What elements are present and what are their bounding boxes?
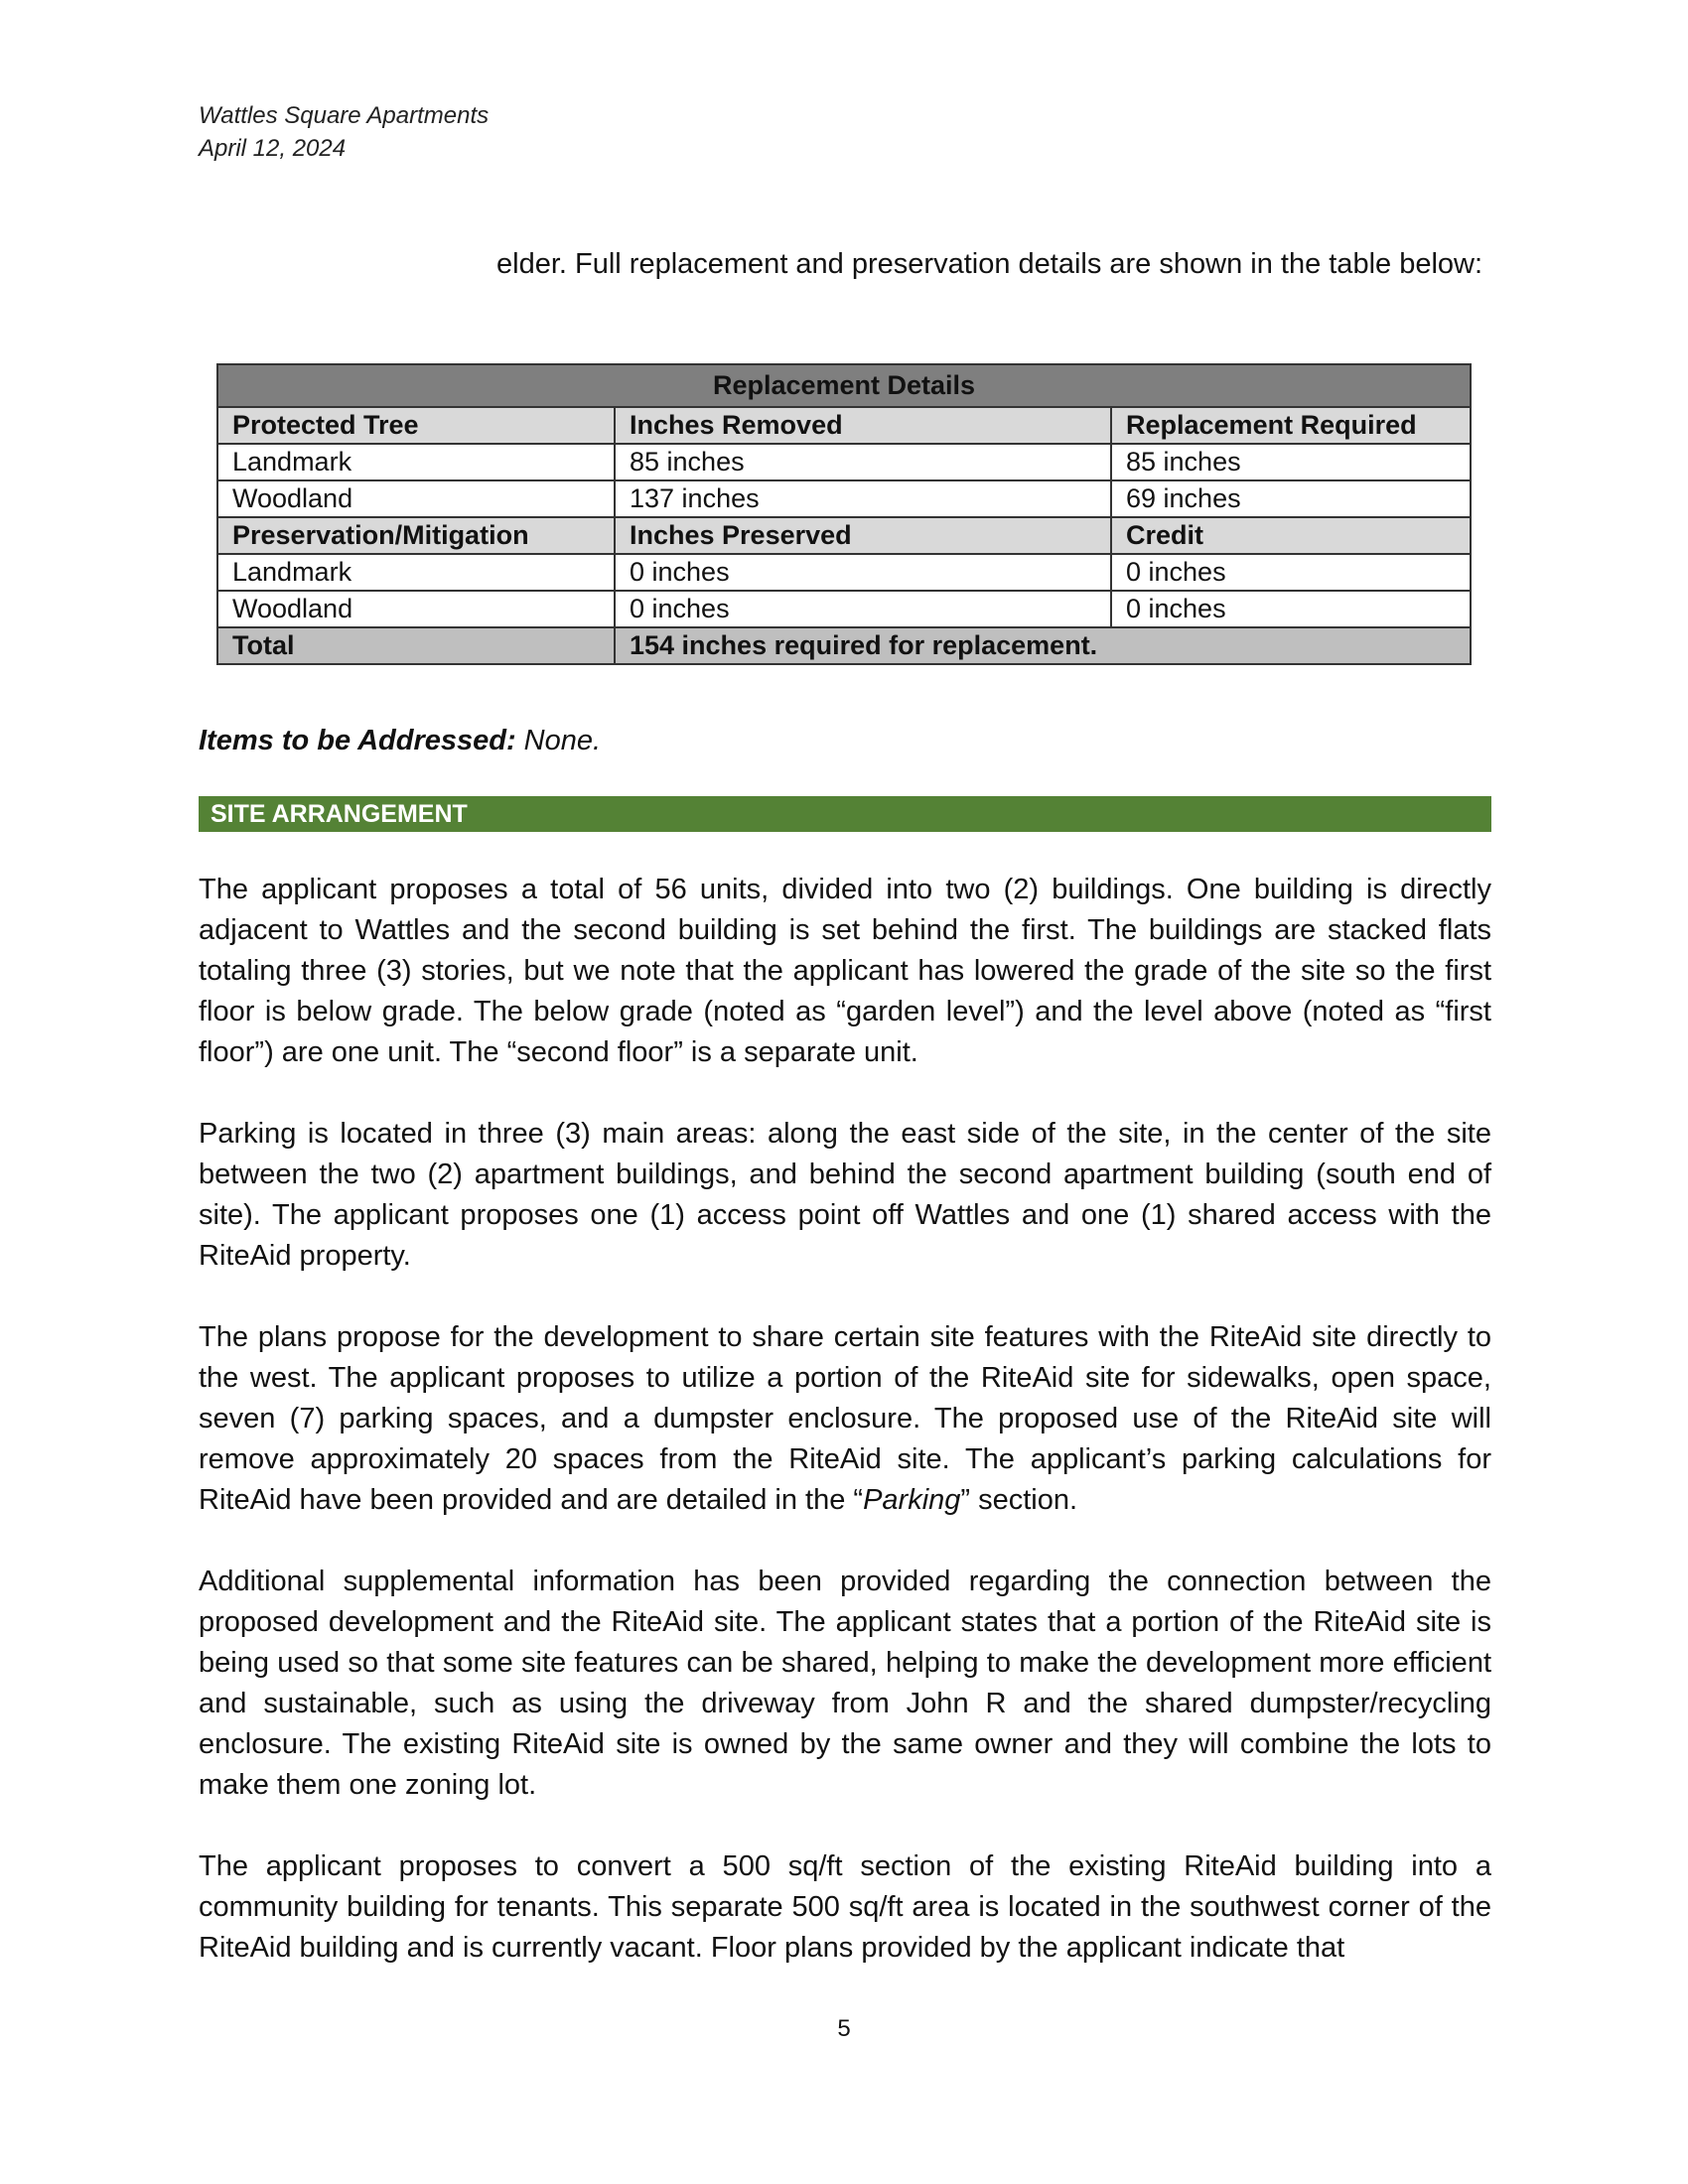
intro-paragraph: elder. Full replacement and preservation details are shown in the table below: — [496, 248, 1483, 280]
table-row — [217, 480, 1471, 517]
header-preservation-mitigation: Preservation/Mitigation — [217, 517, 615, 554]
header-inches-preserved: Inches Preserved — [615, 517, 1111, 554]
table-header-row — [217, 407, 1471, 444]
table-row — [217, 554, 1471, 591]
table-cell: 85 inches — [615, 444, 1111, 480]
table-cell: 85 inches — [1111, 444, 1471, 480]
table-row — [217, 444, 1471, 480]
header-date: April 12, 2024 — [199, 135, 347, 162]
table-title-row — [217, 364, 1471, 407]
header-title: Wattles Square Apartments — [199, 102, 490, 129]
items-to-be-addressed — [199, 721, 601, 760]
paragraph-parking: Parking is located in three (3) main areas: along the east side of the site, in the center of the site between the two (2) apartment buildings, and behind the second apartment building (south end of site). The applicant proposes one (1) access point off Wattles and one (1) shared access with the RiteAid property. — [199, 1118, 1491, 1272]
paragraph-text: ” section. — [960, 1484, 1078, 1516]
page-number: 5 — [837, 2015, 851, 2042]
body-text — [199, 870, 1491, 2009]
table-cell: 0 inches — [1111, 591, 1471, 627]
table-title: Replacement Details — [217, 364, 1471, 407]
paragraph-units: The applicant proposes a total of 56 units, divided into two (2) buildings. One building is directly adjacent to Wattles and the second building is set behind the first. The buildings are stacked flats totaling three (3) stories, but we note that the applicant has lowered the grade of the site so the first floor is below grade. The below grade (noted as “garden level”) and the level above (noted as “first floor”) are one unit. The “second floor” is a separate unit. — [199, 874, 1491, 1068]
paragraph-shared-features — [199, 1317, 1491, 1521]
total-label: Total — [217, 627, 615, 664]
running-header — [199, 99, 489, 165]
table-cell: 0 inches — [615, 591, 1111, 627]
table-cell: Landmark — [217, 554, 615, 591]
total-value: 154 inches required for replacement. — [615, 627, 1471, 664]
header-protected-tree: Protected Tree — [217, 407, 615, 444]
replacement-details-table — [216, 363, 1472, 665]
table-cell: Woodland — [217, 480, 615, 517]
table-cell: Woodland — [217, 591, 615, 627]
table-row — [217, 591, 1471, 627]
table-header-row — [217, 517, 1471, 554]
items-label: Items to be Addressed: — [199, 725, 516, 756]
section-heading-site-arrangement: SITE ARRANGEMENT — [199, 796, 1491, 832]
parking-reference: Parking — [863, 1484, 961, 1516]
paragraph-text: The plans propose for the development to share certain site features with the RiteAid site directly to the west. The applicant proposes to utilize a portion of the RiteAid site for sidewalks, open space, seven (7) parking spaces, and a dumpster enclosure. The proposed use of the RiteAid site will remove approximately 20 spaces from the RiteAid site. The applicant’s parking calculations for RiteAid have been provided and are detailed in the “ — [199, 1321, 1491, 1516]
intro-text — [496, 244, 1489, 285]
table-total-row — [217, 627, 1471, 664]
table-cell: 69 inches — [1111, 480, 1471, 517]
table-cell: 137 inches — [615, 480, 1111, 517]
header-replacement-required: Replacement Required — [1111, 407, 1471, 444]
header-credit: Credit — [1111, 517, 1471, 554]
table-cell: 0 inches — [615, 554, 1111, 591]
header-inches-removed: Inches Removed — [615, 407, 1111, 444]
paragraph-supplemental: Additional supplemental information has been provided regarding the connection between the proposed development and the RiteAid site. The applicant states that a portion of the RiteAid site is being used so that some site features can be shared, helping to make the development more efficient and sustainable, such as using the driveway from John R and the shared dumpster/recycling enclosure. The existing RiteAid site is owned by the same owner and they will combine the lots to make them one zoning lot. — [199, 1566, 1491, 1801]
table-cell: Landmark — [217, 444, 615, 480]
items-value: None. — [523, 725, 602, 756]
paragraph-community-building: The applicant proposes to convert a 500 sq/ft section of the existing RiteAid building into a community building for tenants. This separate 500 sq/ft area is located in the southwest corner of the RiteAid building and is currently vacant. Floor plans provided by the applicant indicate that — [199, 1850, 1491, 1964]
table-cell: 0 inches — [1111, 554, 1471, 591]
